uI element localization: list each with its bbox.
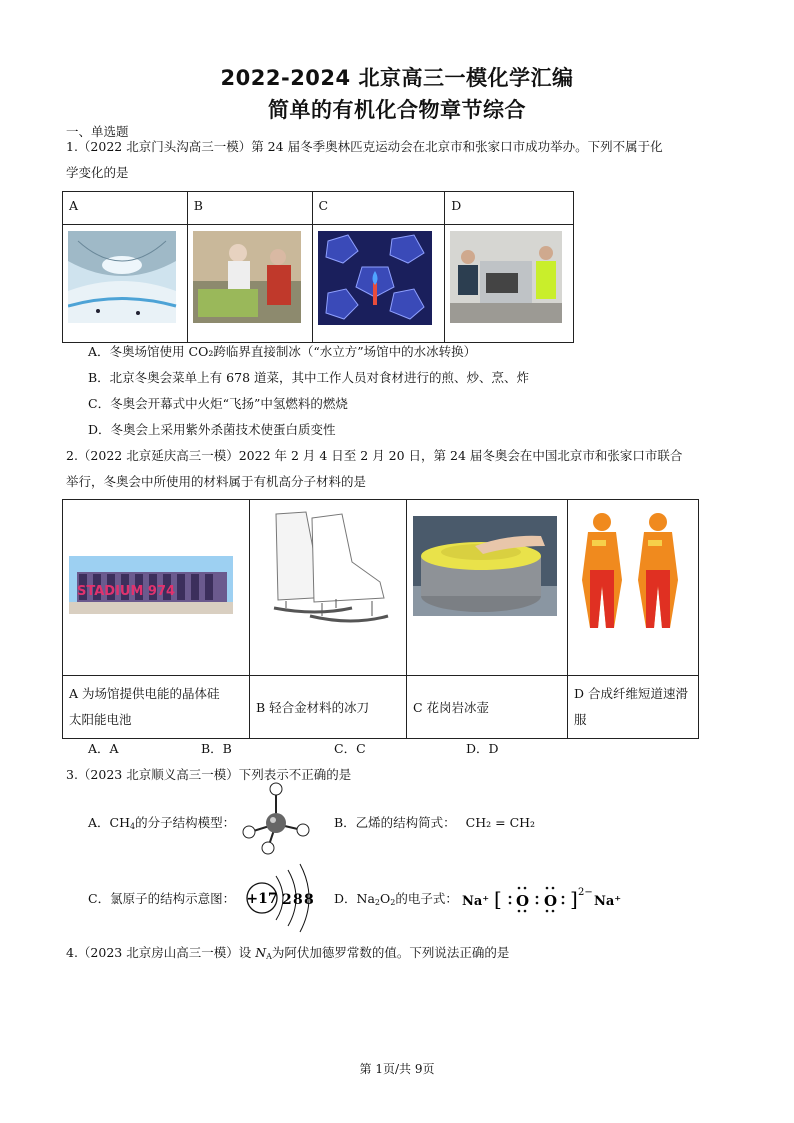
- q2-stem-line2: 举行，冬奥会中所使用的材料属于有机高分子材料的是: [66, 474, 367, 489]
- q3-option-d: [334, 890, 458, 912]
- kitchen-image: [193, 231, 305, 331]
- right-bracket-glyph: ]: [570, 887, 578, 911]
- q3-a-suffix: 的分子结构模型：: [135, 815, 236, 830]
- q2-cell-a: [63, 500, 250, 676]
- na-ion-right: Na⁺: [594, 894, 622, 909]
- chlorine-atom-diagram: [242, 862, 322, 934]
- q2-caption-c: [407, 676, 568, 739]
- q2-choice-b: B．B: [201, 741, 232, 756]
- q2-caption-d-line2: 服: [574, 712, 587, 727]
- q3-d-suffix: 的电子式：: [395, 891, 458, 906]
- q1-cell-b: [187, 225, 312, 343]
- q2-choice-c: C．C: [334, 741, 366, 756]
- q1-label-b: B: [187, 192, 312, 225]
- q2-stem-line1: 2.（2022 北京延庆高三一模）2022 年 2 月 4 日至 2 月 20 日，第 24 届冬奥会在中国北京市和张家口市联合: [66, 448, 683, 463]
- ice-rink-image: [68, 231, 180, 331]
- oxygen-atom-1: O: [516, 892, 530, 910]
- na2o2-electron-dot-formula: [460, 880, 624, 920]
- stadium-sign-text: STADIUM 974: [77, 583, 176, 599]
- q2-cell-b: [250, 500, 407, 676]
- q1-option-b: B．北京冬奥会菜单上有 678 道菜，其中工作人员对食材进行的煎、炒、烹、炸: [88, 370, 529, 385]
- q3-d-sub2: 2: [390, 898, 396, 907]
- ice-skates-image: [256, 504, 396, 634]
- q1-option-a: A．冬奥场馆使用 CO₂跨临界直接制冰（“水立方”场馆中的水冰转换）: [88, 344, 477, 359]
- q1-option-c: C．冬奥会开幕式中火炬“飞扬”中氢燃料的燃烧: [88, 396, 348, 411]
- q2-choice-a: A．A: [88, 741, 119, 756]
- q1-stem-line1: 1.（2022 北京门头沟高三一模）第 24 届冬季奥林匹克运动会在北京市和张家口市成功举办。下列不属于化: [66, 139, 663, 154]
- q2-caption-d: [568, 676, 699, 739]
- doc-title-line2: 简单的有机化合物章节综合: [268, 98, 526, 122]
- na-ion-left: Na⁺: [462, 894, 490, 909]
- shell-1-count: 2: [282, 892, 292, 908]
- q2-cell-c: [407, 500, 568, 676]
- curling-stone-image: [413, 516, 563, 646]
- q4-avogadro-sub: A: [266, 952, 272, 961]
- nucleus-charge: +17: [246, 891, 278, 907]
- q3-b-formula: CH₂ = CH₂: [465, 815, 536, 830]
- q1-cell-d: [445, 225, 574, 343]
- uv-sterilizer-image: [450, 231, 566, 331]
- q3-option-b: [334, 814, 535, 832]
- q3-d-prefix: D．: [334, 891, 357, 906]
- q4-stem-pre: 4.（2023 北京房山高三一模）设: [66, 945, 256, 960]
- q3-a-sub: 4: [130, 822, 136, 831]
- q1-cell-c: [312, 225, 445, 343]
- q2-choice-d: D．D: [466, 741, 499, 756]
- ion-charge: 2−: [578, 887, 593, 898]
- q3-d-formula2: O: [380, 891, 391, 906]
- q3-b-label: B．乙烯的结构简式：: [334, 815, 456, 830]
- q2-caption-a-line1: A 为场馆提供电能的晶体硅: [69, 686, 220, 701]
- q1-label-c: C: [312, 192, 445, 225]
- q3-stem: 3.（2023 北京顺义高三一模）下列表示不正确的是: [66, 767, 352, 782]
- q2-cell-d: [568, 500, 699, 676]
- q1-cell-a: [63, 225, 188, 343]
- q2-caption-a: [63, 676, 250, 739]
- q4-stem: [66, 944, 509, 966]
- q1-stem-line2: 学变化的是: [66, 165, 129, 180]
- doc-title-line1: 2022-2024 北京高三一模化学汇编: [220, 66, 574, 90]
- q2-caption-d-line1: D 合成纤维短道速滑: [574, 686, 688, 701]
- shell-2-count: 8: [293, 892, 303, 908]
- torch-image: [318, 231, 438, 331]
- ch4-ball-stick-model: [240, 780, 312, 856]
- q4-avogadro-symbol: N: [255, 945, 267, 960]
- q2-table: [62, 499, 699, 739]
- q1-label-d: D: [445, 192, 574, 225]
- section-title: 一、单选题: [66, 124, 129, 139]
- shell-3-count: 8: [304, 892, 314, 908]
- q3-d-sub: 2: [374, 898, 381, 907]
- q1-option-d: D．冬奥会上采用紫外杀菌技术使蛋白质变性: [88, 422, 336, 437]
- stadium-image: [69, 556, 239, 620]
- q4-stem-post: 为阿伏加德罗常数的值。下列说法正确的是: [271, 945, 510, 960]
- q3-option-c: C．氯原子的结构示意图：: [88, 891, 236, 906]
- q3-a-formula: CH: [109, 815, 130, 830]
- q2-caption-a-line2: 太阳能电池: [69, 712, 132, 727]
- page-number: 第 1页/共 9页: [359, 1062, 435, 1076]
- speed-skating-suit-image: [572, 510, 692, 640]
- q1-table: [62, 191, 574, 343]
- q1-label-a: A: [63, 192, 188, 225]
- q3-option-a: [88, 814, 235, 836]
- q2-caption-b: [250, 676, 407, 739]
- oxygen-atom-2: O: [544, 892, 558, 910]
- q3-a-prefix: A．: [88, 815, 110, 830]
- left-bracket-glyph: [: [494, 887, 502, 911]
- q2-caption-c-line1: C 花岗岩冰壶: [413, 700, 490, 715]
- q3-d-formula: Na: [356, 891, 375, 906]
- q2-caption-b-line1: B 轻合金材料的冰刀: [256, 700, 370, 715]
